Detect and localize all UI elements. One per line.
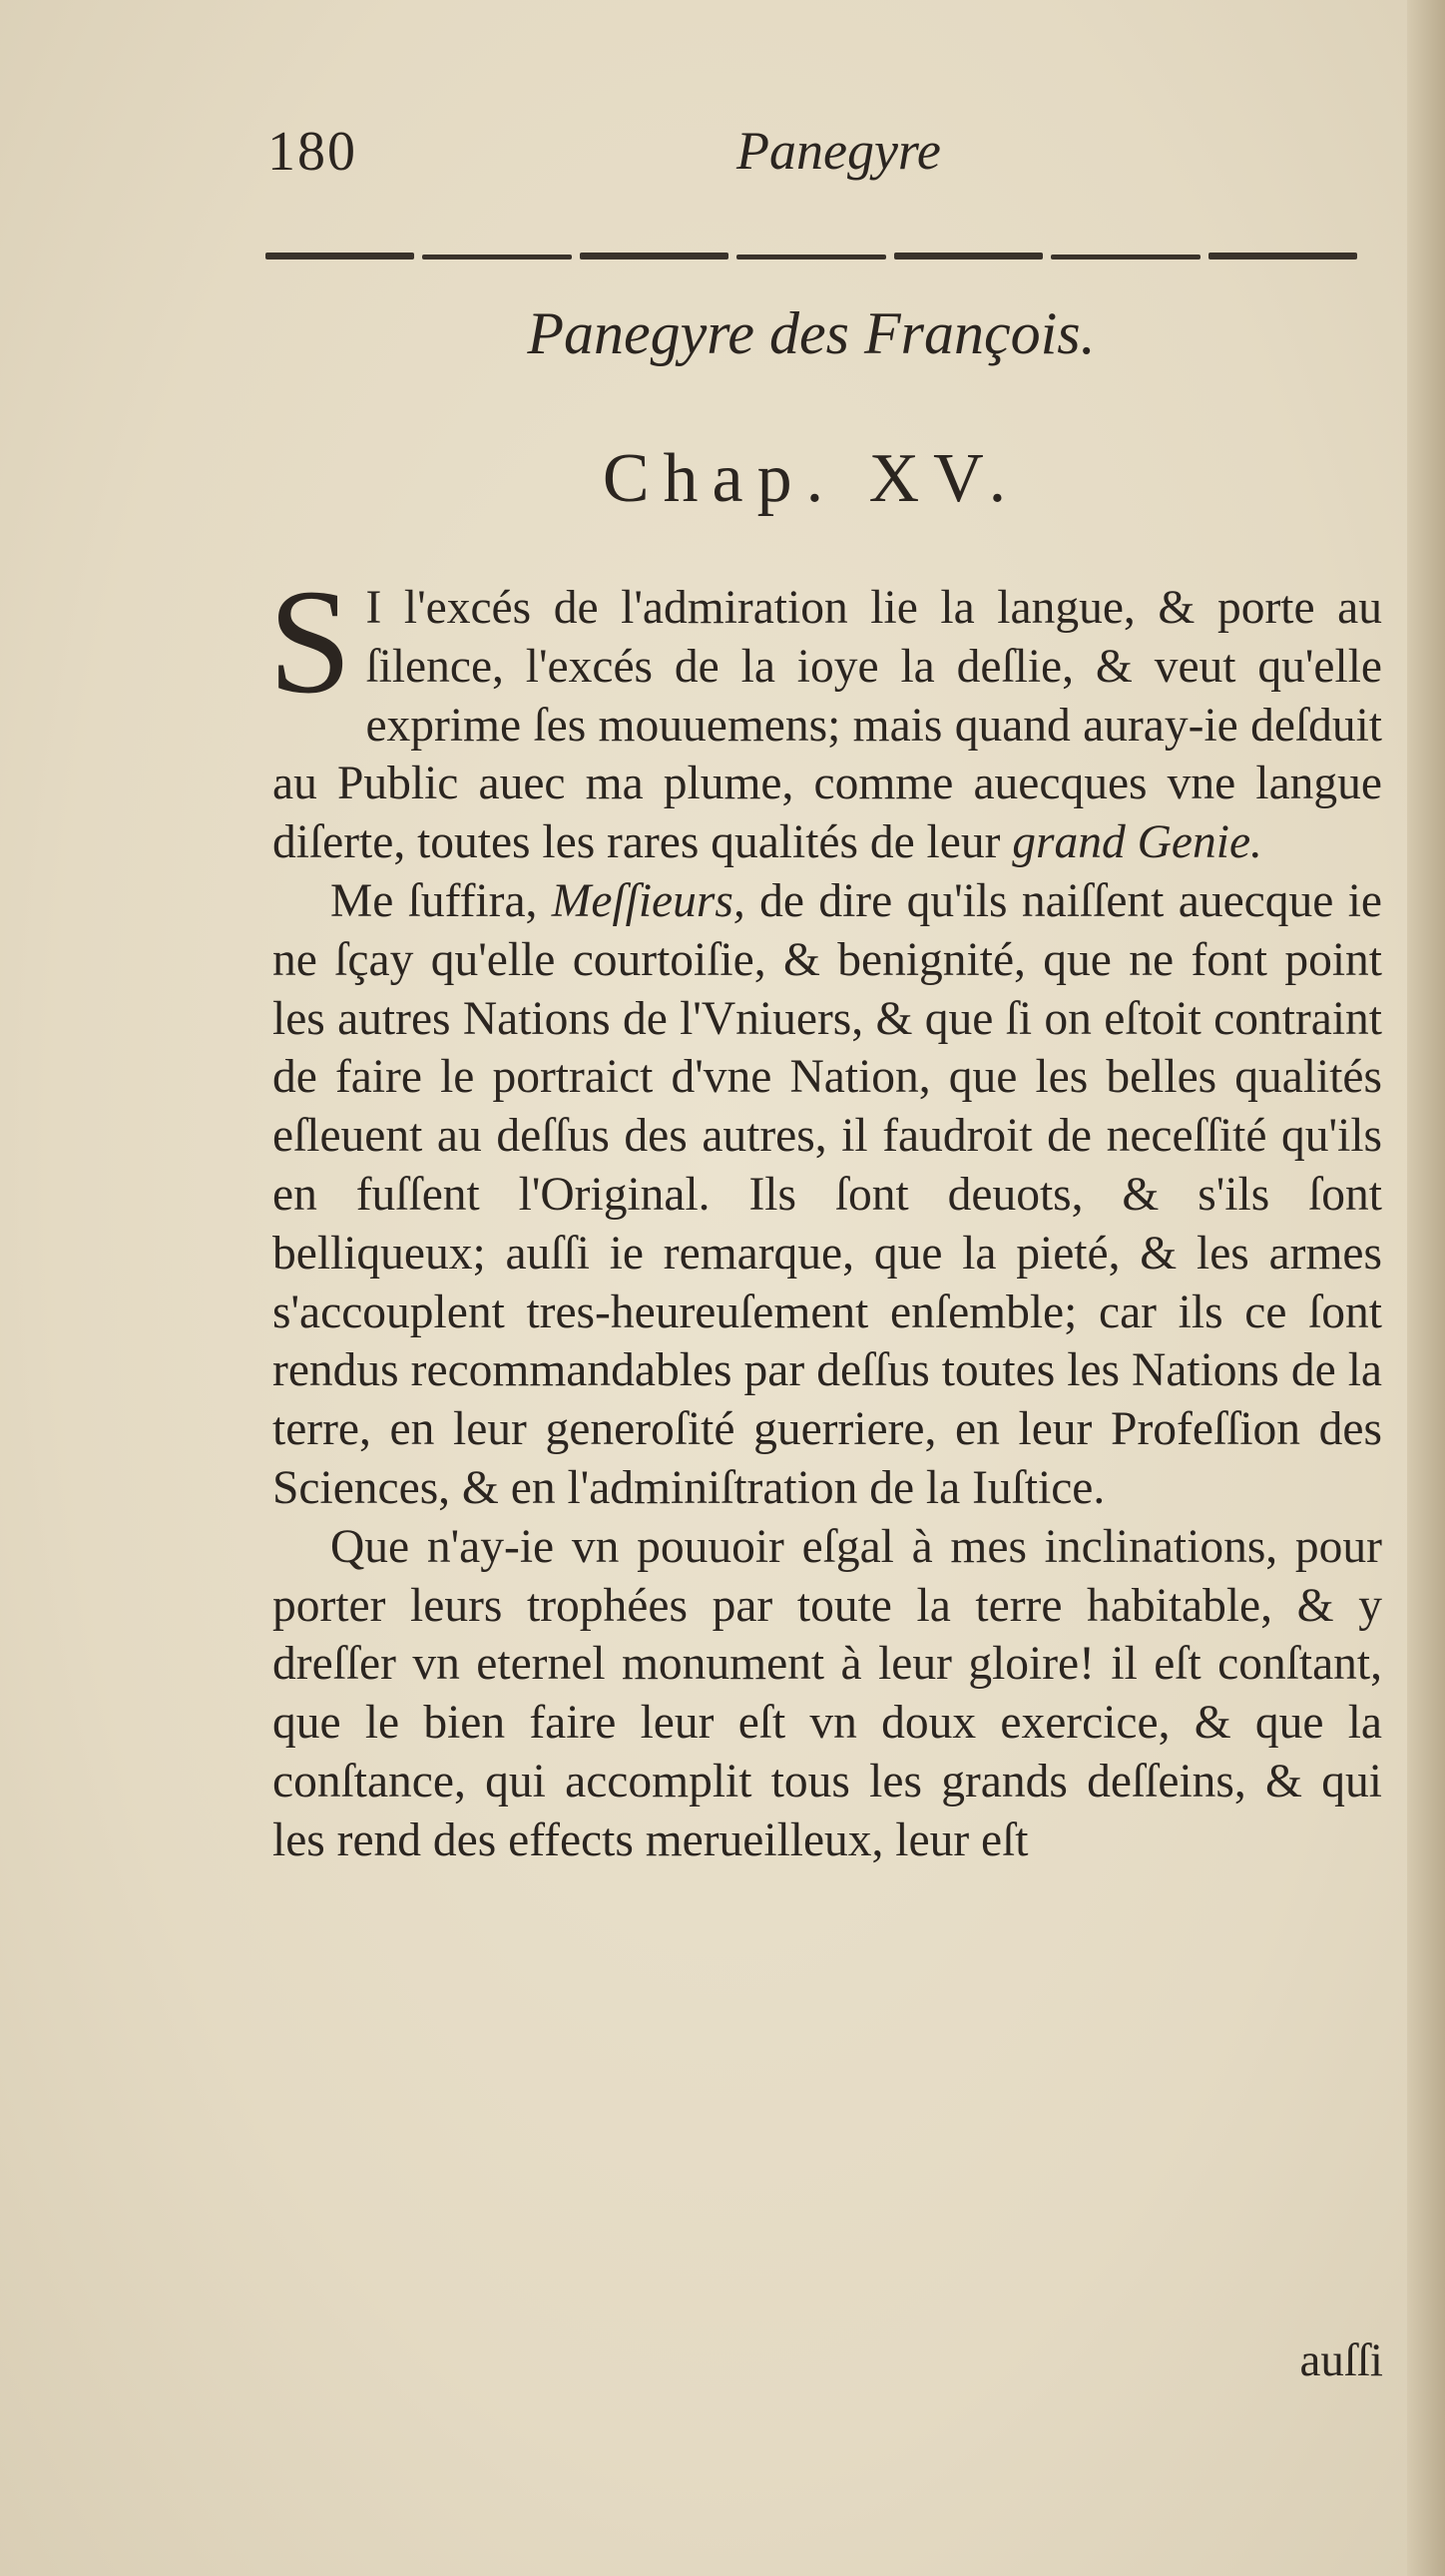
paragraph-3: Que n'ay-ie vn pouuoir eſgal à mes inclinations, pour porter leurs trophées par toute la terre habitable, & y dreſſer vn eternel monument à leur gloire! il eſt conſtant, que le bien faire leur eſt vn doux exercice, & que la conſtance, qui accomplit tous les grands deſſeins, & qui les rend des effects merueilleux, leur eſt [272,1520,1382,1866]
page-number: 180 [267,121,357,183]
paragraph-2 [272,872,1382,1518]
body-text [268,559,1382,1870]
paragraph-2-after: de dire qu'ils naiſſent auecque ie ne ſçay qu'elle courtoiſie, & benignité, que ne font point les autres Nations de l'Vniuers, & que ſi on eſtoit contraint de faire le portraict d'vne Nation, que les belles qualités eſleuent au deſſus des autres, il faudroit de neceſſité qu'ils en fuſſent l'Original. Ils ſont deuots, & s'ils ſont belliqueux; auſſi ie remarque, que la pieté, & les armes s'accouplent tres-heureuſement enſemble; car ils ce ſont rendus recommandables par deſſus toutes les Nations de la terre, en leur generoſité guerriere, en leur Profeſſion des Sciences, & en l'adminiſtration de la Iuſtice. [272,874,1382,1514]
paragraph-1 [268,559,1382,872]
ornamental-rule [265,250,1357,265]
page-gutter [1407,0,1445,2576]
rule-segment [580,253,728,259]
running-head [267,112,1375,192]
paragraph-2-before: Me ſuffira, [330,874,552,927]
drop-cap: S [268,559,352,725]
chapter-title: Panegyre des François. [527,300,1096,366]
rule-segment [736,255,885,259]
rule-segment [1208,253,1357,259]
paragraph-1-emphasis: grand Genie. [1012,816,1262,869]
chapter-number: Chap. XV. [602,440,1021,517]
paragraph-1-text: I l'excés de l'admiration lie la langue, & porte au ſilence, l'excés de la ioye la deſlie, & veut qu'elle exprime ſes mouuemens; mais quand auray-ie deſduit au Public auec ma plume, comme auecques vne langue diſerte, toutes les rares qualités de leur [272,582,1382,869]
rule-segment [894,253,1043,259]
rule-segment [422,255,571,259]
paragraph-2-emphasis: Meſſieurs, [551,874,745,927]
running-title: Panegyre [736,121,941,181]
rule-segment [265,253,414,259]
rule-segment [1051,255,1200,259]
catchword: auſſi [1299,2334,1383,2386]
